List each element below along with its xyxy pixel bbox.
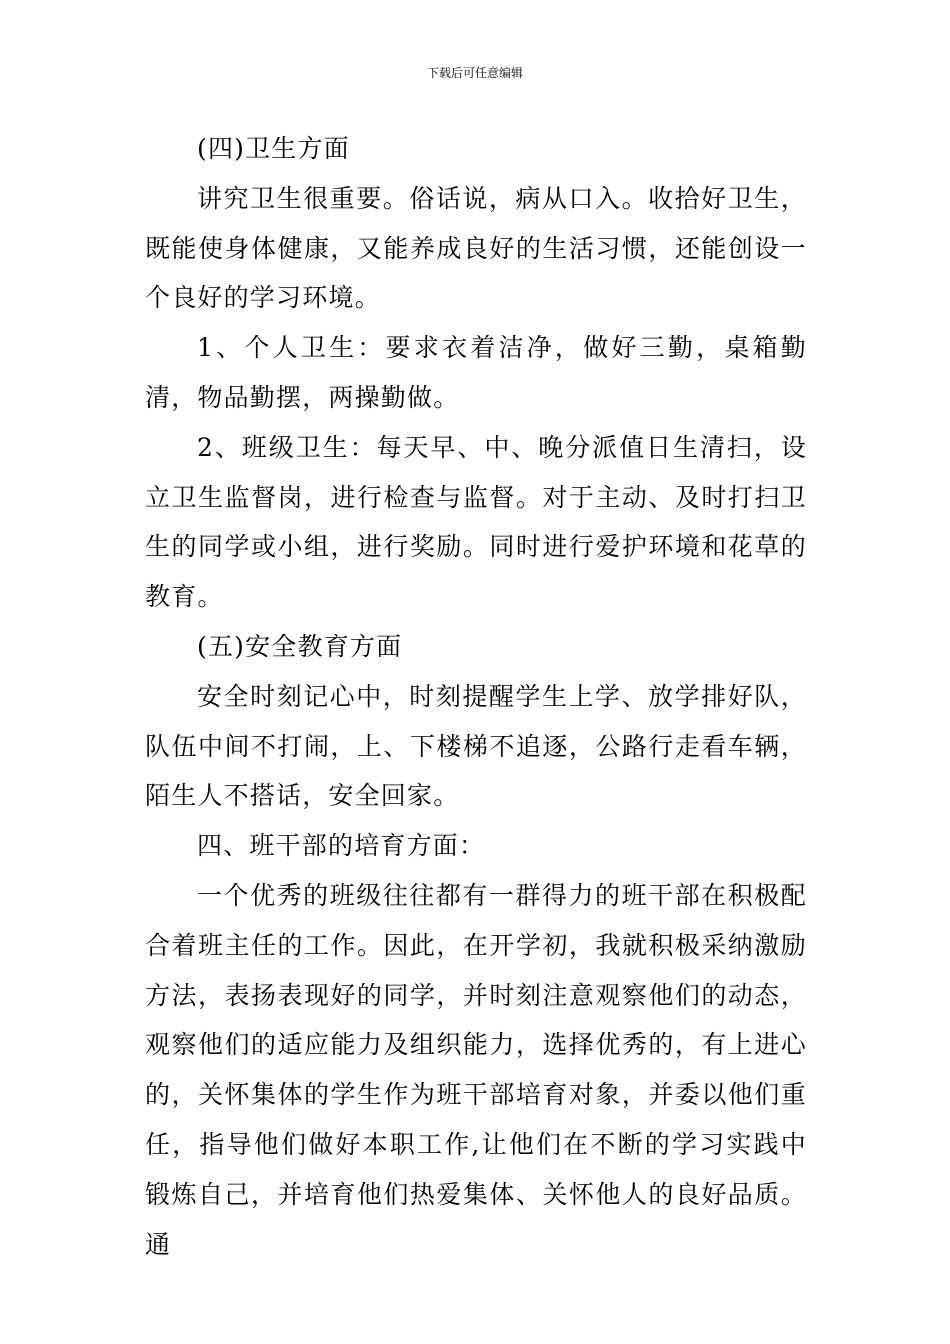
section-heading-hygiene: (四)卫生方面 — [197, 134, 350, 163]
page-header-note: 下载后可任意编辑 — [426, 66, 523, 80]
paragraph-safety: 安全时刻记心中，时刻提醒学生上学、放学排好队，队伍中间不打闹，上、下楼梯不追逐，公路行走看车辆，陌生人不搭话，安全回家。 — [145, 681, 807, 811]
paragraph-personal-hygiene: 1、个人卫生：要求衣着洁净，做好三勤，桌箱勤清，物品勤摆，两操勤做。 — [145, 333, 807, 412]
paragraph-class-hygiene: 2、班级卫生：每天早、中、晚分派值日生清扫，设立卫生监督岗，进行检查与监督。对于主动、及时打扫卫生的同学或小组，进行奖励。同时进行爱护环境和花草的教育。 — [145, 432, 807, 612]
section-heading-class-cadres: 四、班干部的培育方面： — [197, 831, 486, 861]
document-body — [145, 124, 807, 1269]
section-heading-safety: (五)安全教育方面 — [197, 631, 403, 661]
paragraph-hygiene-intro: 讲究卫生很重要。俗话说，病从口入。收拾好卫生，既能使身体健康，又能养成良好的生活习惯，还能创设一个良好的学习环境。 — [145, 183, 807, 313]
paragraph-class-cadres: 一个优秀的班级往往都有一群得力的班干部在积极配合着班主任的工作。因此，在开学初，我就积极采纳激励方法，表扬表现好的同学，并时刻注意观察他们的动态，观察他们的适应能力及组织能力，选择优秀的，有上进心的，关怀集体的学生作为班干部培育对象，并委以他们重任，指导他们做好本职工作,让他们在不断的学习实践中锻炼自己，并培育他们热爱集体、关怀他人的良好品质。通 — [145, 880, 807, 1259]
